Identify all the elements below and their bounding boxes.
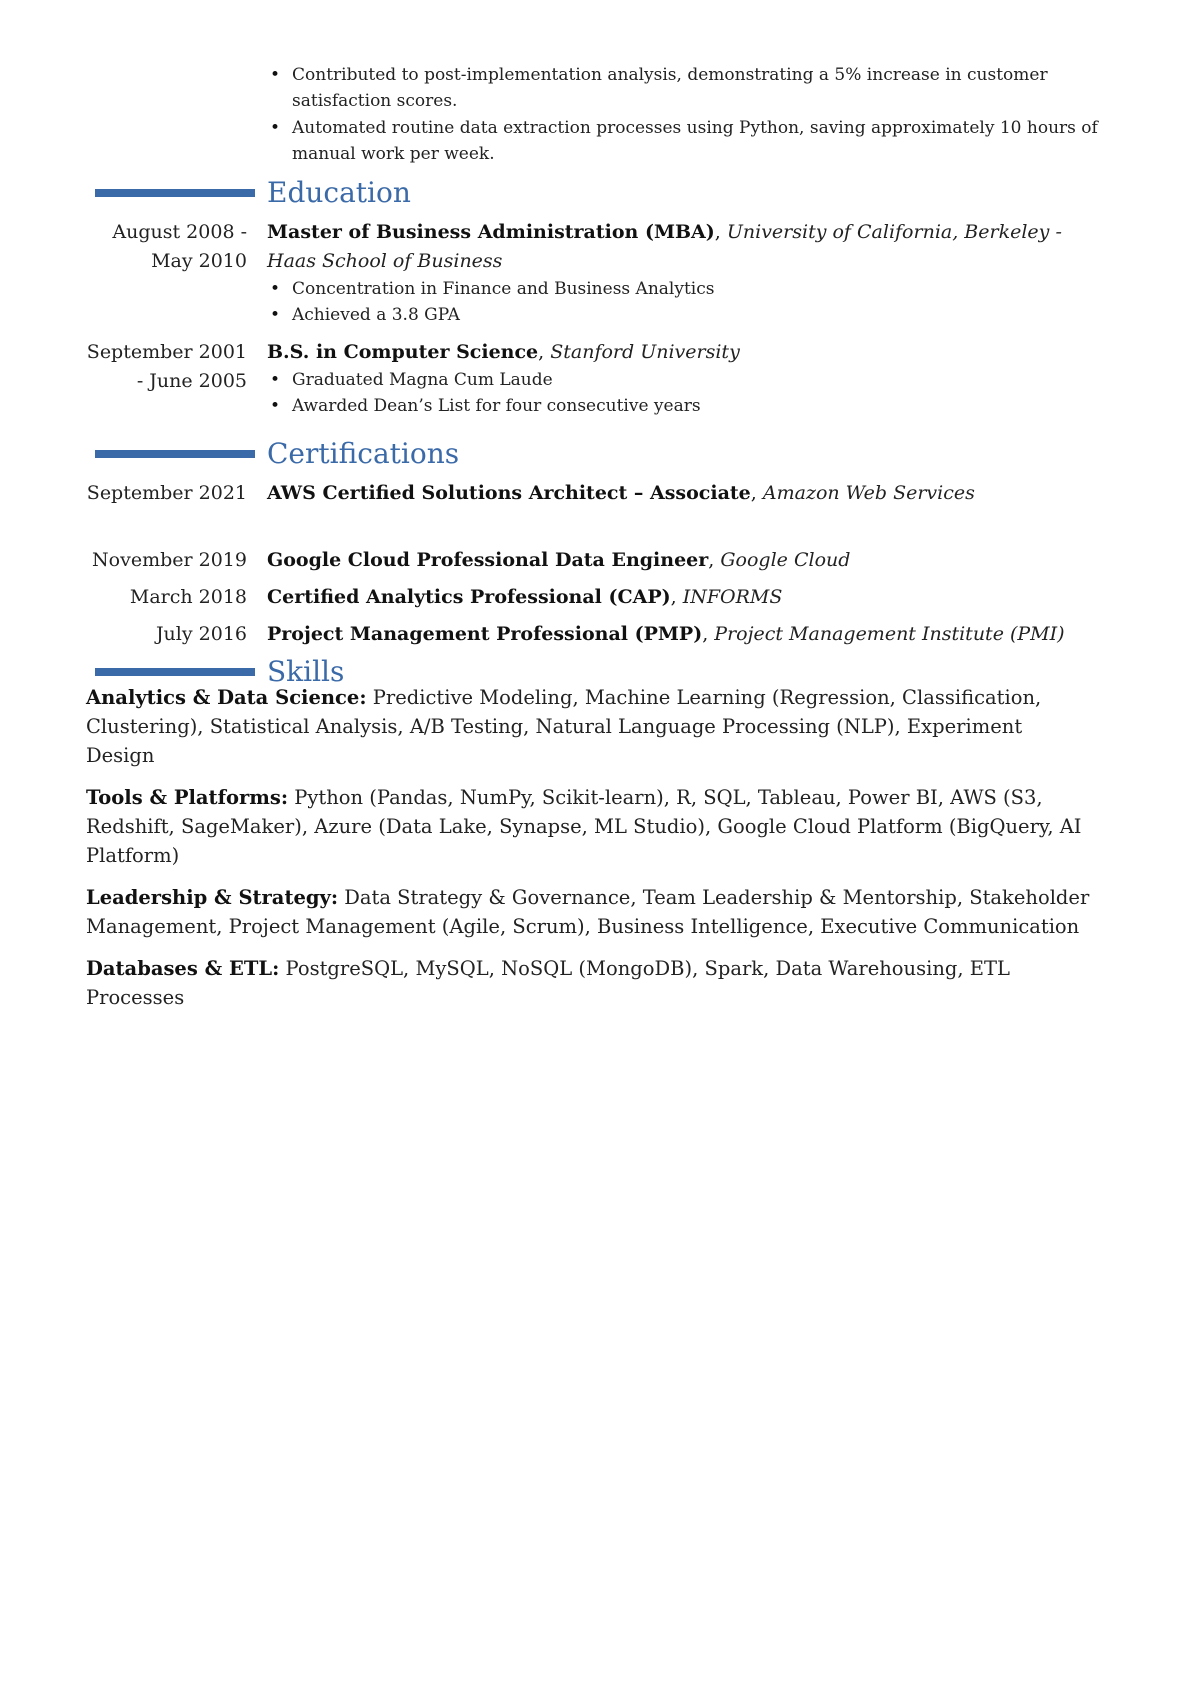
skill-category: Tools & Platforms: [86,786,289,809]
entry-body: Master of Business Administration (MBA), University of California, Berkeley - Haas School of Business • Concentration in Finance and Business Analytics • Achieved a 3.8 GPA [267,218,1107,328]
skill-text: Python (Pandas, NumPy, Scikit-learn), R, SQL, Tableau, Power BI, AWS (S3, Redshift, SageMaker), Azure (Data Lake, Synapse, ML Studio), Google Cloud Platform (BigQuery, AI Platform) [86,786,1082,867]
certification-name: Certified Analytics Professional (CAP) [267,586,671,608]
skill-category: Leadership & Strategy: [86,886,339,909]
skill-text: PostgreSQL, MySQL, NoSQL (MongoDB), Spark, Data Warehousing, ETL Processes [86,957,1010,1009]
section-rule [95,450,255,458]
skill-item [86,683,1096,770]
entry-bullets [267,367,1107,419]
entry-date: September 2021 [86,482,247,504]
certification-issuer: Amazon Web Services [762,482,975,504]
entry-date: March 2018 [129,586,247,608]
section-title: Education [267,176,411,209]
list-item: • Awarded Dean’s List for four consecutive years [267,393,1107,419]
certification-issuer: Google Cloud [720,549,851,571]
skill-text: Predictive Modeling, Machine Learning (Regression, Classification, Clustering), Statistical Analysis, A/B Testing, Natural Language Processing (NLP), Experiment Design [86,686,1042,767]
certification-issuer: INFORMS [682,586,783,608]
certification-name: Project Management Professional (PMP) [267,623,703,645]
section-rule [95,668,255,676]
entry-date: September 2001 - June 2005 [86,341,247,392]
institution-name: University of California, Berkeley - Haas School of Business [267,221,1062,272]
certification-name: AWS Certified Solutions Architect – Associate [267,482,751,504]
institution-name: Stanford University [550,341,740,363]
experience-continuation-bullets [267,62,1102,168]
skill-item [86,783,1096,870]
skills-list [86,683,1096,1025]
certification-issuer: Project Management Institute (PMI) [714,623,1065,645]
skill-category: Analytics & Data Science: [86,686,367,709]
skill-item [86,954,1096,1012]
entry-body: B.S. in Computer Science, Stanford University • Graduated Magna Cum Laude • Awarded Dean’s List for four consecutive years [267,338,1107,419]
list-item: • Achieved a 3.8 GPA [267,302,1107,328]
skill-category: Databases & ETL: [86,957,280,980]
list-item: • Graduated Magna Cum Laude [267,367,1107,393]
certifications-section-header [0,436,1190,472]
skill-text: Data Strategy & Governance, Team Leadership & Mentorship, Stakeholder Management, Project Management (Agile, Scrum), Business Intelligence, Executive Communication [86,886,1090,938]
skill-item [86,883,1096,941]
entry-body: Project Management Professional (PMP), Project Management Institute (PMI) [267,623,1065,645]
section-rule [95,189,255,197]
section-title: Skills [267,655,345,688]
certification-name: Google Cloud Professional Data Engineer [267,549,709,571]
entry-body: AWS Certified Solutions Architect – Associate, Amazon Web Services [267,482,975,504]
entry-date: November 2019 [92,549,247,571]
section-title: Certifications [267,437,460,470]
degree-title: Master of Business Administration (MBA) [267,221,715,243]
list-item: • Concentration in Finance and Business Analytics [267,276,1107,302]
education-section-header [0,175,1190,211]
degree-title: B.S. in Computer Science [267,341,539,363]
entry-bullets [267,276,1107,328]
entry-date: July 2016 [155,623,247,645]
entry-date: August 2008 - May 2010 [112,221,247,272]
entry-body: Google Cloud Professional Data Engineer, Google Cloud [267,549,851,571]
list-item: • Contributed to post-implementation analysis, demonstrating a 5% increase in customer satisfaction scores. [267,62,1102,114]
list-item: • Automated routine data extraction processes using Python, saving approximately 10 hours of manual work per week. [267,115,1102,167]
entry-body: Certified Analytics Professional (CAP), INFORMS [267,586,783,608]
